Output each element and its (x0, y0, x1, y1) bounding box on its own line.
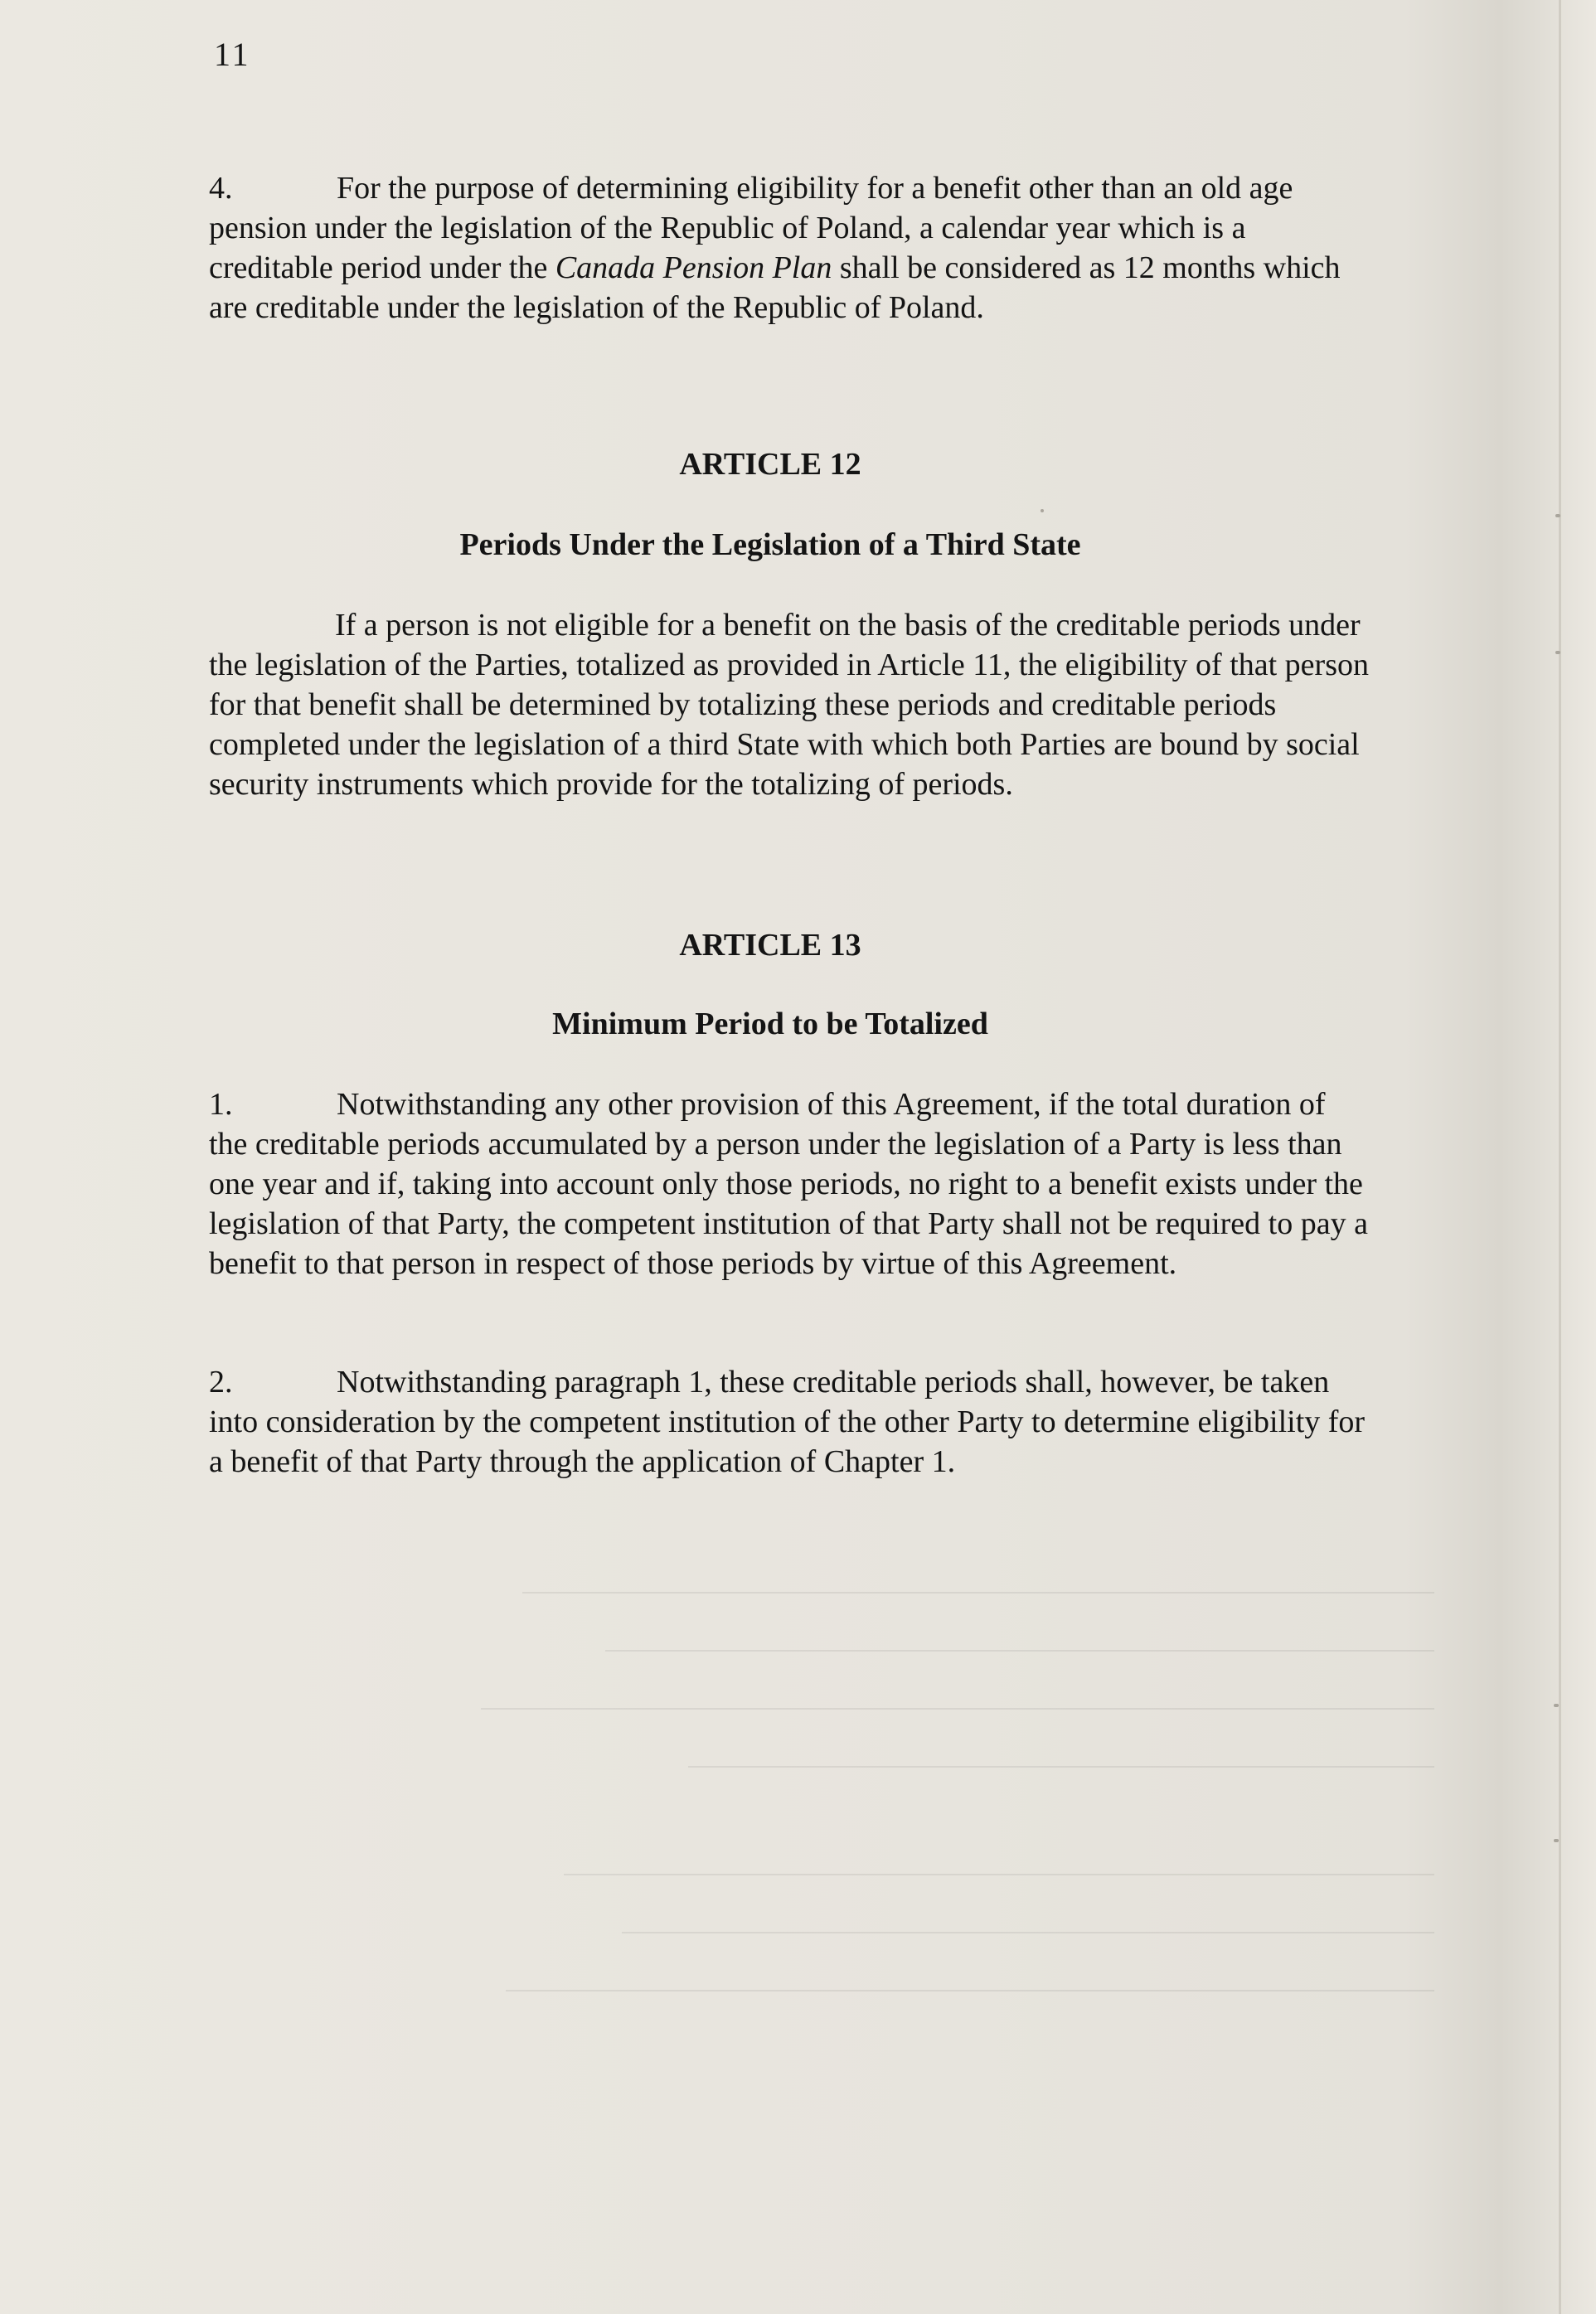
page-edge (1559, 0, 1561, 2314)
paper-speck (1554, 1839, 1559, 1842)
paragraph-number: 1. (209, 1087, 233, 1122)
article-13-paragraph-2 (209, 1362, 1370, 1482)
paragraph-4 (209, 168, 1370, 327)
paragraph-number: 2. (209, 1365, 233, 1400)
paragraph-text: For the purpose of determining eligibility for a benefit other than an old age pension under the legislation of the Republic of Poland, a calendar year which is a creditable period under the (209, 171, 1293, 285)
article-12-title: Periods Under the Legislation of a Third State (459, 527, 1081, 562)
article-13-paragraph-1 (209, 1084, 1370, 1283)
article-12-body: If a person is not eligible for a benefit on the basis of the creditable periods under the legislation of the Parties, totalized as provided in Article 11, the eligibility of that person for that benefit shall be determined by totalizing these periods and creditable periods completed under the legislation of a third State with which both Parties are bound by social security instruments which provide for the totalizing of periods. (209, 608, 1369, 802)
paper-speck (1041, 509, 1044, 512)
paragraph-text: Notwithstanding any other provision of this Agreement, if the total duration of the creditable periods accumulated by a person under the legislation of a Party is less than one year and if, taking into account only those periods, no right to a benefit exists under the legislation of that Party, the competent institution of that Party shall not be required to pay a benefit to that person in respect of those periods by virtue of this Agreement. (209, 1087, 1368, 1281)
article-13-heading: ARTICLE 13 (679, 928, 861, 963)
paragraph-text: Notwithstanding paragraph 1, these creditable periods shall, however, be taken into consideration by the competent institution of the other Party to determine eligibility for a benefit of that Party through the application of Chapter 1. (209, 1365, 1366, 1479)
paper-speck (1555, 514, 1560, 517)
paragraph-text: shall be considered as 12 months which are creditable under the legislation of the Republic of Poland. (209, 250, 1341, 325)
plan-name: Canada Pension Plan (555, 250, 832, 285)
paper-speck (1554, 1704, 1559, 1707)
bleed-through-text (191, 1575, 1434, 2031)
paper-speck (1555, 651, 1560, 654)
paragraph-number: 4. (209, 171, 233, 206)
page-number: 11 (214, 36, 251, 73)
article-13-title: Minimum Period to be Totalized (552, 1007, 988, 1041)
article-12-heading: ARTICLE 12 (679, 447, 861, 482)
